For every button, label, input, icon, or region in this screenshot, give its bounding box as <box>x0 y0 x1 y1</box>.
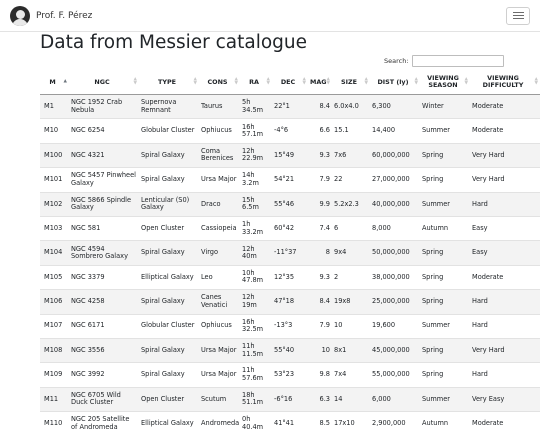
table-header-row <box>40 70 540 95</box>
cell-dist: 25,000,000 <box>370 290 420 314</box>
sort-icon: ▲ ▼ <box>365 78 368 86</box>
sort-icon: ▲ ▼ <box>267 78 270 86</box>
cell-ra: 11h 57.6m <box>240 363 272 387</box>
cell-viewing-difficulty: Hard <box>470 290 540 314</box>
cell-viewing-difficulty: Easy <box>470 241 540 265</box>
cell-viewing-difficulty: Very Hard <box>470 338 540 362</box>
table-row[interactable] <box>40 265 540 289</box>
cell-mag: 6.6 <box>308 119 332 143</box>
cell-cons: Cassiopeia <box>199 216 240 240</box>
cell-ra: 18h 51.1m <box>240 387 272 411</box>
cell-viewing-season: Spring <box>420 363 470 387</box>
table-row[interactable] <box>40 192 540 216</box>
cell-mag: 9.3 <box>308 265 332 289</box>
cell-type: Spiral Galaxy <box>139 290 199 314</box>
table-row[interactable] <box>40 290 540 314</box>
cell-size: 2 <box>332 265 370 289</box>
column-header-size[interactable] <box>332 70 370 95</box>
cell-ngc: NGC 3992 <box>69 363 139 387</box>
cell-viewing-difficulty: Hard <box>470 192 540 216</box>
cell-dec: -6°16 <box>272 387 308 411</box>
table-row[interactable] <box>40 412 540 435</box>
cell-size: 14 <box>332 387 370 411</box>
search-input[interactable] <box>412 55 504 67</box>
cell-type: Spiral Galaxy <box>139 241 199 265</box>
cell-m: M108 <box>40 338 69 362</box>
avatar <box>10 6 30 26</box>
cell-ngc: NGC 6254 <box>69 119 139 143</box>
cell-viewing-season: Autumn <box>420 216 470 240</box>
cell-size: 5.2x2.3 <box>332 192 370 216</box>
cell-cons: Draco <box>199 192 240 216</box>
column-header-label: RA <box>249 78 259 86</box>
cell-cons: Canes Venatici <box>199 290 240 314</box>
hamburger-icon <box>513 12 524 13</box>
cell-viewing-difficulty: Moderate <box>470 95 540 119</box>
column-header-viewing-difficulty[interactable] <box>470 70 540 95</box>
column-header-label: MAG <box>310 78 327 86</box>
cell-dist: 38,000,000 <box>370 265 420 289</box>
cell-viewing-difficulty: Easy <box>470 216 540 240</box>
column-header-label: SIZE <box>341 78 357 86</box>
cell-m: M103 <box>40 216 69 240</box>
cell-viewing-season: Summer <box>420 387 470 411</box>
cell-size: 8x1 <box>332 338 370 362</box>
cell-dec: 53°23 <box>272 363 308 387</box>
cell-ra: 14h 3.2m <box>240 168 272 192</box>
cell-cons: Ophiucus <box>199 119 240 143</box>
cell-viewing-season: Spring <box>420 143 470 167</box>
cell-type: Globular Cluster <box>139 119 199 143</box>
cell-dist: 2,900,000 <box>370 412 420 435</box>
cell-cons: Taurus <box>199 95 240 119</box>
cell-dec: 47°18 <box>272 290 308 314</box>
cell-type: Spiral Galaxy <box>139 338 199 362</box>
cell-viewing-season: Autumn <box>420 412 470 435</box>
column-header-label: VIEWING SEASON <box>427 74 459 89</box>
column-header-label: VIEWING DIFFICULTY <box>483 74 524 89</box>
cell-size: 19x8 <box>332 290 370 314</box>
cell-dist: 14,400 <box>370 119 420 143</box>
table-row[interactable] <box>40 95 540 119</box>
cell-ngc: NGC 5866 Spindle Galaxy <box>69 192 139 216</box>
table-body <box>40 95 540 435</box>
cell-m: M1 <box>40 95 69 119</box>
column-header-label: DEC <box>281 78 295 86</box>
cell-mag: 10 <box>308 338 332 362</box>
cell-dec: 55°40 <box>272 338 308 362</box>
cell-ngc: NGC 3379 <box>69 265 139 289</box>
sort-ascending-icon: ▲ <box>64 80 67 84</box>
cell-viewing-difficulty: Moderate <box>470 412 540 435</box>
sort-icon: ▲ ▼ <box>303 78 306 86</box>
cell-dist: 55,000,000 <box>370 363 420 387</box>
cell-size: 9x4 <box>332 241 370 265</box>
table-row[interactable] <box>40 387 540 411</box>
cell-dec: 60°42 <box>272 216 308 240</box>
cell-m: M109 <box>40 363 69 387</box>
cell-size: 7x6 <box>332 143 370 167</box>
cell-viewing-difficulty: Moderate <box>470 265 540 289</box>
table-row[interactable] <box>40 314 540 338</box>
column-header-label: TYPE <box>158 78 176 86</box>
cell-cons: Coma Berenices <box>199 143 240 167</box>
cell-type: Elliptical Galaxy <box>139 412 199 435</box>
cell-viewing-season: Spring <box>420 338 470 362</box>
cell-ngc: NGC 5457 Pinwheel Galaxy <box>69 168 139 192</box>
cell-viewing-difficulty: Very Hard <box>470 168 540 192</box>
column-header-dec[interactable] <box>272 70 308 95</box>
table-row[interactable] <box>40 338 540 362</box>
cell-viewing-season: Summer <box>420 192 470 216</box>
column-header-cons[interactable] <box>199 70 240 95</box>
cell-ra: 10h 47.8m <box>240 265 272 289</box>
column-header-mag[interactable] <box>308 70 332 95</box>
cell-type: Spiral Galaxy <box>139 363 199 387</box>
cell-viewing-difficulty: Hard <box>470 314 540 338</box>
cell-viewing-difficulty: Hard <box>470 363 540 387</box>
column-header-label: NGC <box>94 78 109 86</box>
column-header-type[interactable] <box>139 70 199 95</box>
cell-dec: 22°1 <box>272 95 308 119</box>
cell-mag: 8.4 <box>308 95 332 119</box>
cell-ra: 12h 40m <box>240 241 272 265</box>
cell-size: 6.0x4.0 <box>332 95 370 119</box>
cell-cons: Ophiucus <box>199 314 240 338</box>
cell-ra: 5h 34.5m <box>240 95 272 119</box>
cell-ra: 12h 19m <box>240 290 272 314</box>
column-header-label: M <box>49 78 55 86</box>
cell-mag: 9.3 <box>308 143 332 167</box>
cell-size: 17x10 <box>332 412 370 435</box>
cell-size: 22 <box>332 168 370 192</box>
table-row[interactable] <box>40 168 540 192</box>
cell-dec: 41°41 <box>272 412 308 435</box>
column-header-dist[interactable] <box>370 70 420 95</box>
cell-m: M100 <box>40 143 69 167</box>
cell-mag: 8.5 <box>308 412 332 435</box>
cell-m: M104 <box>40 241 69 265</box>
cell-cons: Ursa Major <box>199 338 240 362</box>
cell-m: M107 <box>40 314 69 338</box>
cell-dec: -13°3 <box>272 314 308 338</box>
cell-size: 15.1 <box>332 119 370 143</box>
cell-dec: 12°35 <box>272 265 308 289</box>
table-row[interactable] <box>40 216 540 240</box>
sort-icon: ▲ ▼ <box>465 78 468 86</box>
cell-size: 6 <box>332 216 370 240</box>
column-header-label: CONS <box>207 78 227 86</box>
cell-ngc: NGC 4258 <box>69 290 139 314</box>
cell-type: Open Cluster <box>139 387 199 411</box>
table-row[interactable] <box>40 119 540 143</box>
cell-dec: 55°46 <box>272 192 308 216</box>
column-header-m[interactable] <box>40 70 69 95</box>
cell-viewing-season: Spring <box>420 290 470 314</box>
cell-ngc: NGC 4594 Sombrero Galaxy <box>69 241 139 265</box>
cell-m: M102 <box>40 192 69 216</box>
cell-ngc: NGC 3556 <box>69 338 139 362</box>
cell-ra: 1h 33.2m <box>240 216 272 240</box>
sort-icon: ▲ ▼ <box>134 78 137 86</box>
cell-viewing-season: Spring <box>420 241 470 265</box>
sort-icon: ▲ ▼ <box>415 78 418 86</box>
cell-viewing-difficulty: Very Hard <box>470 143 540 167</box>
cell-dist: 60,000,000 <box>370 143 420 167</box>
cell-dist: 27,000,000 <box>370 168 420 192</box>
cell-ngc: NGC 4321 <box>69 143 139 167</box>
cell-ngc: NGC 581 <box>69 216 139 240</box>
cell-type: Spiral Galaxy <box>139 168 199 192</box>
cell-dist: 45,000,000 <box>370 338 420 362</box>
cell-type: Globular Cluster <box>139 314 199 338</box>
cell-m: M110 <box>40 412 69 435</box>
cell-mag: 8 <box>308 241 332 265</box>
column-header-ra[interactable] <box>240 70 272 95</box>
cell-cons: Leo <box>199 265 240 289</box>
cell-dist: 8,000 <box>370 216 420 240</box>
cell-size: 7x4 <box>332 363 370 387</box>
cell-cons: Ursa Major <box>199 363 240 387</box>
cell-ra: 16h 32.5m <box>240 314 272 338</box>
page-title: Data from Messier catalogue <box>40 32 307 53</box>
sort-icon: ▲ ▼ <box>235 78 238 86</box>
cell-m: M101 <box>40 168 69 192</box>
cell-cons: Ursa Major <box>199 168 240 192</box>
sort-icon: ▲ ▼ <box>327 78 330 86</box>
brand-name: Prof. F. Pérez <box>36 11 92 21</box>
cell-type: Elliptical Galaxy <box>139 265 199 289</box>
cell-mag: 7.9 <box>308 168 332 192</box>
cell-viewing-season: Summer <box>420 314 470 338</box>
cell-viewing-season: Spring <box>420 265 470 289</box>
cell-viewing-season: Spring <box>420 168 470 192</box>
cell-ngc: NGC 1952 Crab Nebula <box>69 95 139 119</box>
cell-dist: 40,000,000 <box>370 192 420 216</box>
cell-type: Spiral Galaxy <box>139 143 199 167</box>
cell-dist: 19,600 <box>370 314 420 338</box>
cell-ra: 16h 57.1m <box>240 119 272 143</box>
cell-ngc: NGC 6171 <box>69 314 139 338</box>
cell-dist: 50,000,000 <box>370 241 420 265</box>
cell-type: Open Cluster <box>139 216 199 240</box>
cell-mag: 8.4 <box>308 290 332 314</box>
cell-cons: Scutum <box>199 387 240 411</box>
cell-viewing-difficulty: Very Easy <box>470 387 540 411</box>
messier-table <box>40 70 540 435</box>
cell-dec: -11°37 <box>272 241 308 265</box>
cell-m: M10 <box>40 119 69 143</box>
cell-type: Supernova Remnant <box>139 95 199 119</box>
navbar-toggle-button[interactable] <box>506 7 530 25</box>
cell-ra: 15h 6.5m <box>240 192 272 216</box>
cell-dec: 54°21 <box>272 168 308 192</box>
cell-dec: -4°6 <box>272 119 308 143</box>
top-navbar <box>0 0 540 32</box>
cell-mag: 9.9 <box>308 192 332 216</box>
cell-dec: 15°49 <box>272 143 308 167</box>
cell-ra: 0h 40.4m <box>240 412 272 435</box>
table-row[interactable] <box>40 241 540 265</box>
cell-ra: 12h 22.9m <box>240 143 272 167</box>
sort-icon: ▲ ▼ <box>194 78 197 86</box>
cell-ra: 11h 11.5m <box>240 338 272 362</box>
cell-dist: 6,000 <box>370 387 420 411</box>
cell-ngc: NGC 6705 Wild Duck Cluster <box>69 387 139 411</box>
cell-m: M106 <box>40 290 69 314</box>
cell-viewing-season: Winter <box>420 95 470 119</box>
cell-cons: Andromeda <box>199 412 240 435</box>
table-row[interactable] <box>40 363 540 387</box>
brand-link[interactable] <box>10 6 92 26</box>
sort-icon: ▲ ▼ <box>535 78 538 86</box>
cell-mag: 7.9 <box>308 314 332 338</box>
table-row[interactable] <box>40 143 540 167</box>
cell-size: 10 <box>332 314 370 338</box>
column-header-ngc[interactable] <box>69 70 139 95</box>
search-label: Search: <box>384 57 409 65</box>
cell-type: Lenticular (S0) Galaxy <box>139 192 199 216</box>
cell-ngc: NGC 205 Satellite of Andromeda <box>69 412 139 435</box>
cell-viewing-season: Summer <box>420 119 470 143</box>
cell-m: M105 <box>40 265 69 289</box>
cell-m: M11 <box>40 387 69 411</box>
cell-viewing-difficulty: Moderate <box>470 119 540 143</box>
cell-mag: 6.3 <box>308 387 332 411</box>
cell-mag: 7.4 <box>308 216 332 240</box>
column-header-viewing-season[interactable] <box>420 70 470 95</box>
cell-cons: Virgo <box>199 241 240 265</box>
table-search <box>384 55 504 67</box>
cell-dist: 6,300 <box>370 95 420 119</box>
column-header-label: DIST (ly) <box>377 78 408 86</box>
cell-mag: 9.8 <box>308 363 332 387</box>
